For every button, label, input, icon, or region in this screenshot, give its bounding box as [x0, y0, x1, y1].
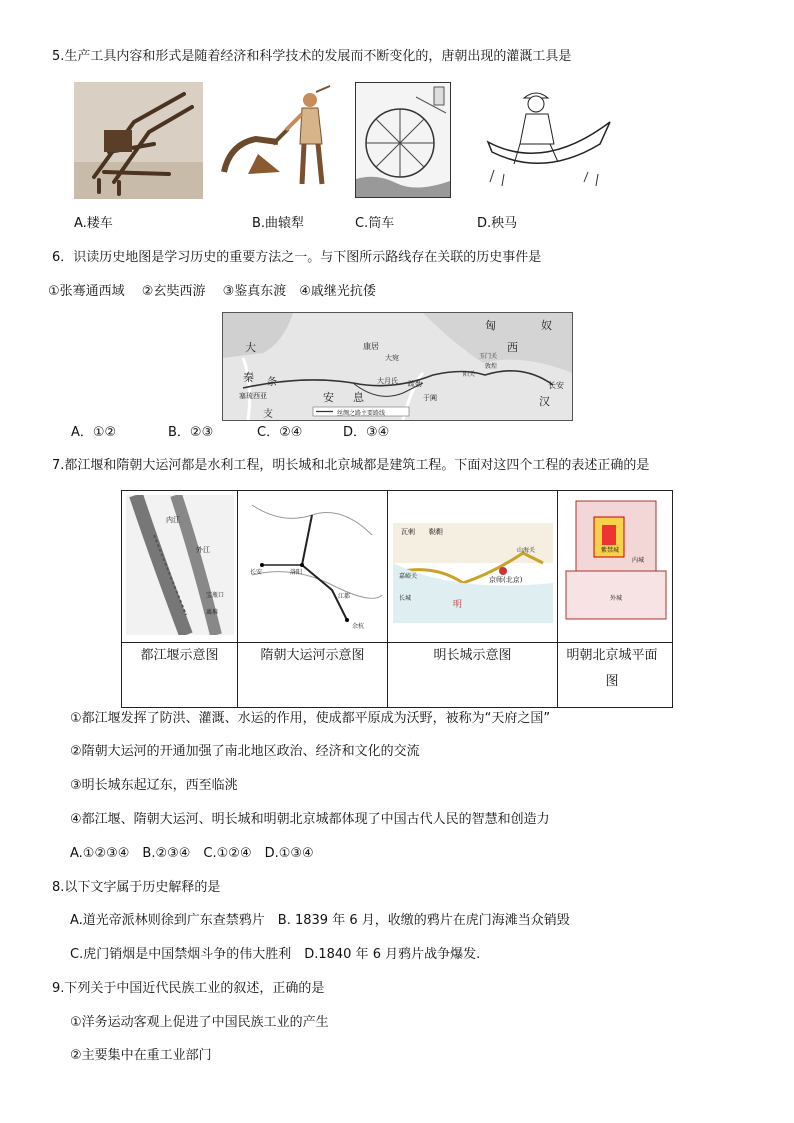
caption-beijing: 明朝北京城平面图 — [566, 648, 658, 689]
map-label-da: 大 — [245, 341, 256, 354]
q9-stem: 9.下列关于中国近代民族工业的叙述，正确的是 — [52, 981, 325, 996]
q6-option-a[interactable]: A．①② — [71, 425, 117, 440]
map-label-yangguan: 阳关 — [463, 371, 476, 378]
q5-option-c[interactable]: C.筒车 — [355, 216, 395, 231]
q5-option-a[interactable]: A.耧车 — [74, 216, 113, 231]
map-label-changan: 长安 — [548, 381, 564, 390]
label-jingshi: 京师(北京) — [489, 576, 523, 584]
q6-stem: 6．识读历史地图是学习历史的重要方法之一。与下图所示路线存在关联的历史事件是 — [52, 250, 542, 265]
q9-item-2: ②主要集中在重工业部门 — [70, 1048, 212, 1063]
label-wala: 瓦剌 — [401, 528, 415, 536]
q6-option-d[interactable]: D．③④ — [343, 425, 390, 440]
dujiangyan-map — [126, 495, 234, 635]
map-label-xi2: 息 — [353, 391, 364, 404]
label-changcheng: 长城 — [399, 595, 412, 602]
map-label-qin: 秦 — [243, 371, 254, 384]
label-changan-canal: 长安 — [250, 569, 263, 576]
label-neijiang: 内江 — [166, 516, 180, 524]
label-luoyang: 洛阳 — [290, 569, 303, 576]
label-jiayuguan: 嘉峪关 — [399, 573, 418, 580]
caption-great-wall: 明长城示意图 — [433, 648, 512, 663]
label-lidui: 离堆 — [206, 609, 219, 616]
map-label-tiao: 条 — [267, 377, 277, 388]
q7-item-3: ③明长城东起辽东，西至临洮 — [70, 778, 238, 793]
map-label-xi: 西 — [507, 341, 518, 354]
caption-grand-canal: 隋朝大运河示意图 — [260, 648, 365, 663]
map-label-yumenguan: 玉门关 — [479, 353, 498, 360]
map-label-yutian: 于阗 — [423, 394, 437, 402]
map-label-dayuan: 大宛 — [385, 354, 399, 362]
map-label-an: 安 — [323, 391, 334, 404]
q6-option-b[interactable]: B．②③ — [168, 425, 214, 440]
label-yuhang: 余杭 — [352, 623, 365, 630]
ming-beijing-plan — [562, 495, 670, 635]
q7-item-1: ①都江堰发挥了防洪、灌溉、水运的作用，使成都平原成为沃野，被称为“天府之国” — [70, 711, 551, 726]
q5-stem: 5.生产工具内容和形式是随着经济和科学技术的发展而不断变化的，唐朝出现的灌溉工具是 — [52, 49, 572, 64]
label-zijincheng: 紫禁城 — [601, 547, 620, 554]
map-label-xiongnu-2: 奴 — [541, 319, 552, 332]
label-jiangdu: 江都 — [338, 593, 351, 600]
q7-item-4: ④都江堰、隋朝大运河、明长城和明朝北京城都体现了中国古代人民的智慧和创造力 — [70, 812, 550, 827]
label-shanhaiguan: 山海关 — [517, 547, 536, 554]
q7-item-2: ②隋朝大运河的开通加强了南北地区政治、经济和文化的交流 — [70, 744, 420, 759]
q6-option-c[interactable]: C．②④ — [257, 425, 303, 440]
map-label-seleucia: 塞琉西亚 — [239, 392, 267, 400]
map-label-dayuezhi: 大月氏 — [377, 377, 398, 385]
curved-plow-drawing — [218, 84, 346, 188]
q5-option-d[interactable]: D.秧马 — [477, 216, 518, 231]
map-label-kangju: 康居 — [363, 342, 379, 351]
map-label-shule: 疏勒 — [408, 380, 422, 388]
tube-wheel-woodcut — [355, 82, 451, 198]
ming-great-wall-map — [393, 523, 553, 623]
label-waicheng: 外城 — [610, 595, 623, 602]
label-waijiang: 外江 — [196, 546, 210, 554]
map-label-dunhuang: 敦煌 — [485, 363, 498, 370]
map-label-zhi: 支 — [263, 409, 273, 420]
q5-option-b[interactable]: B.曲辕犁 — [252, 216, 305, 231]
map-legend-label: 丝绸之路主要路线 — [337, 410, 386, 417]
map-label-xiongnu-1: 匈 — [485, 319, 496, 332]
label-dada: 鞑靼 — [429, 528, 443, 536]
seedling-horse-drawing — [484, 82, 614, 192]
q8-options-line1[interactable]: A.道光帝派林则徐到广东查禁鸦片 B. 1839 年 6 月，收缴的鸦片在虎门海滩当众销毁 — [70, 913, 570, 928]
q7-options[interactable]: A.①②③④ B.②③④ C.①②④ D.①③④ — [70, 846, 314, 861]
map-labels — [223, 313, 572, 420]
q8-options-line2[interactable]: C.虎门销烟是中国禁烟斗争的伟大胜利 D.1840 年 6 月鸦片战争爆发. — [70, 947, 481, 962]
label-neicheng: 内城 — [632, 557, 645, 564]
q7-figure-table — [121, 490, 673, 708]
grand-canal-map — [242, 495, 383, 635]
label-ming: 明 — [453, 600, 463, 610]
label-baopingkou: 宝瓶口 — [206, 592, 225, 599]
map-label-han: 汉 — [539, 395, 550, 408]
caption-dujiangyan: 都江堰示意图 — [140, 648, 219, 663]
q6-items: ①张骞通西域 ②玄奘西游 ③鉴真东渡 ④戚继光抗倭 — [48, 284, 376, 299]
silk-road-map — [222, 312, 573, 421]
louche-photo — [74, 82, 203, 199]
q8-stem: 8.以下文字属于历史解释的是 — [52, 880, 221, 895]
q7-stem: 7.都江堰和隋朝大运河都是水利工程，明长城和北京城都是建筑工程。下面对这四个工程的表述正确的是 — [52, 458, 650, 473]
q9-item-1: ①洋务运动客观上促进了中国民族工业的产生 — [70, 1015, 329, 1030]
